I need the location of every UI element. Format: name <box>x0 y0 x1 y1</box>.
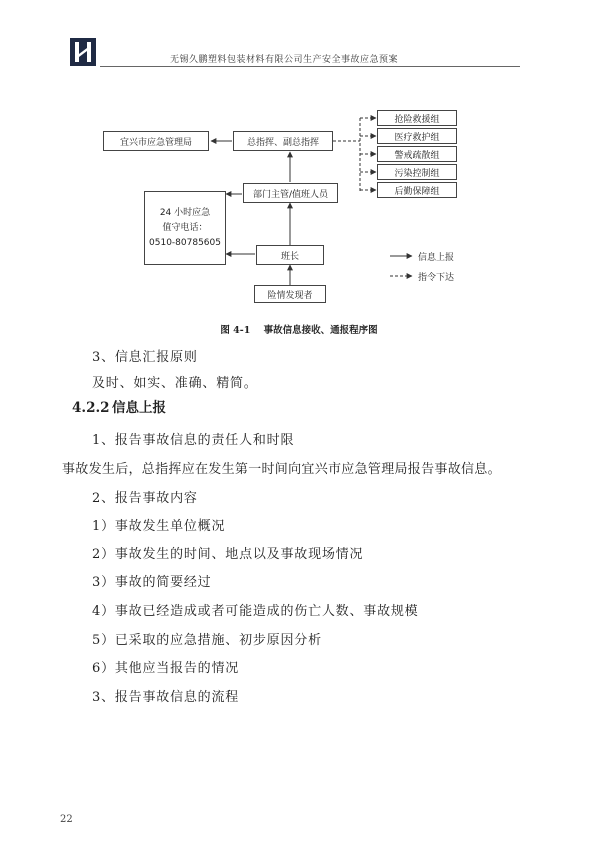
legend-report-up: 信息上报 <box>418 253 455 263</box>
figure-title: 事故信息接收、通报程序图 <box>263 325 378 336</box>
paragraph-content-heading: 2、报告事故内容 <box>92 491 198 506</box>
list-item-4: 4）事故已经造成或者可能造成的伤亡人数、事故规模 <box>92 604 419 619</box>
hotline-line-3: 0510-80785605 <box>149 237 221 248</box>
list-item-3: 3）事故的简要经过 <box>92 575 212 590</box>
flowchart-lines <box>0 0 598 320</box>
group-box-4: 污染控制组 <box>377 164 457 180</box>
list-item-1: 1）事故发生单位概况 <box>92 519 226 534</box>
node-commander: 总指挥、副总指挥 <box>233 131 333 151</box>
paragraph-responsibility-text: 事故发生后，总指挥应在发生第一时间向宜兴市应急管理局报告事故信息。 <box>62 462 501 477</box>
group-box-1: 抢险救援组 <box>377 110 457 126</box>
section-title: 信息上报 <box>112 400 166 416</box>
node-hotline <box>144 191 226 265</box>
list-item-2: 2）事故发生的时间、地点以及事故现场情况 <box>92 547 364 562</box>
group-box-2: 医疗救护组 <box>377 128 457 144</box>
document-header-title: 无锡久鹏塑料包装材料有限公司生产安全事故应急预案 <box>170 55 399 65</box>
section-heading <box>72 396 166 416</box>
paragraph-flow-heading: 3、报告事故信息的流程 <box>92 690 240 705</box>
hotline-line-2: 值守电话： <box>162 222 208 233</box>
principle-text: 及时、如实、准确、精简。 <box>92 376 258 391</box>
paragraph-responsibility-heading: 1、报告事故信息的责任人和时限 <box>92 433 295 448</box>
legend-command-down: 指令下达 <box>418 273 455 283</box>
node-yixing-bureau: 宜兴市应急管理局 <box>103 131 209 151</box>
list-item-5: 5）已采取的应急措施、初步原因分析 <box>92 633 322 648</box>
page-number: 22 <box>60 814 73 825</box>
section-number: 4.2.2 <box>72 400 110 416</box>
group-box-5: 后勤保障组 <box>377 182 457 198</box>
node-squad-leader: 班长 <box>256 245 324 265</box>
list-item-6: 6）其他应当报告的情况 <box>92 661 240 676</box>
figure-caption <box>0 322 598 336</box>
node-dept-head: 部门主管/值班人员 <box>243 183 338 203</box>
figure-label: 图 4-1 <box>220 325 251 336</box>
group-box-3: 警戒疏散组 <box>377 146 457 162</box>
node-discoverer: 险情发现者 <box>254 285 326 303</box>
hotline-line-1: 24 小时应急 <box>159 207 211 218</box>
principle-heading: 3、信息汇报原则 <box>92 350 198 365</box>
